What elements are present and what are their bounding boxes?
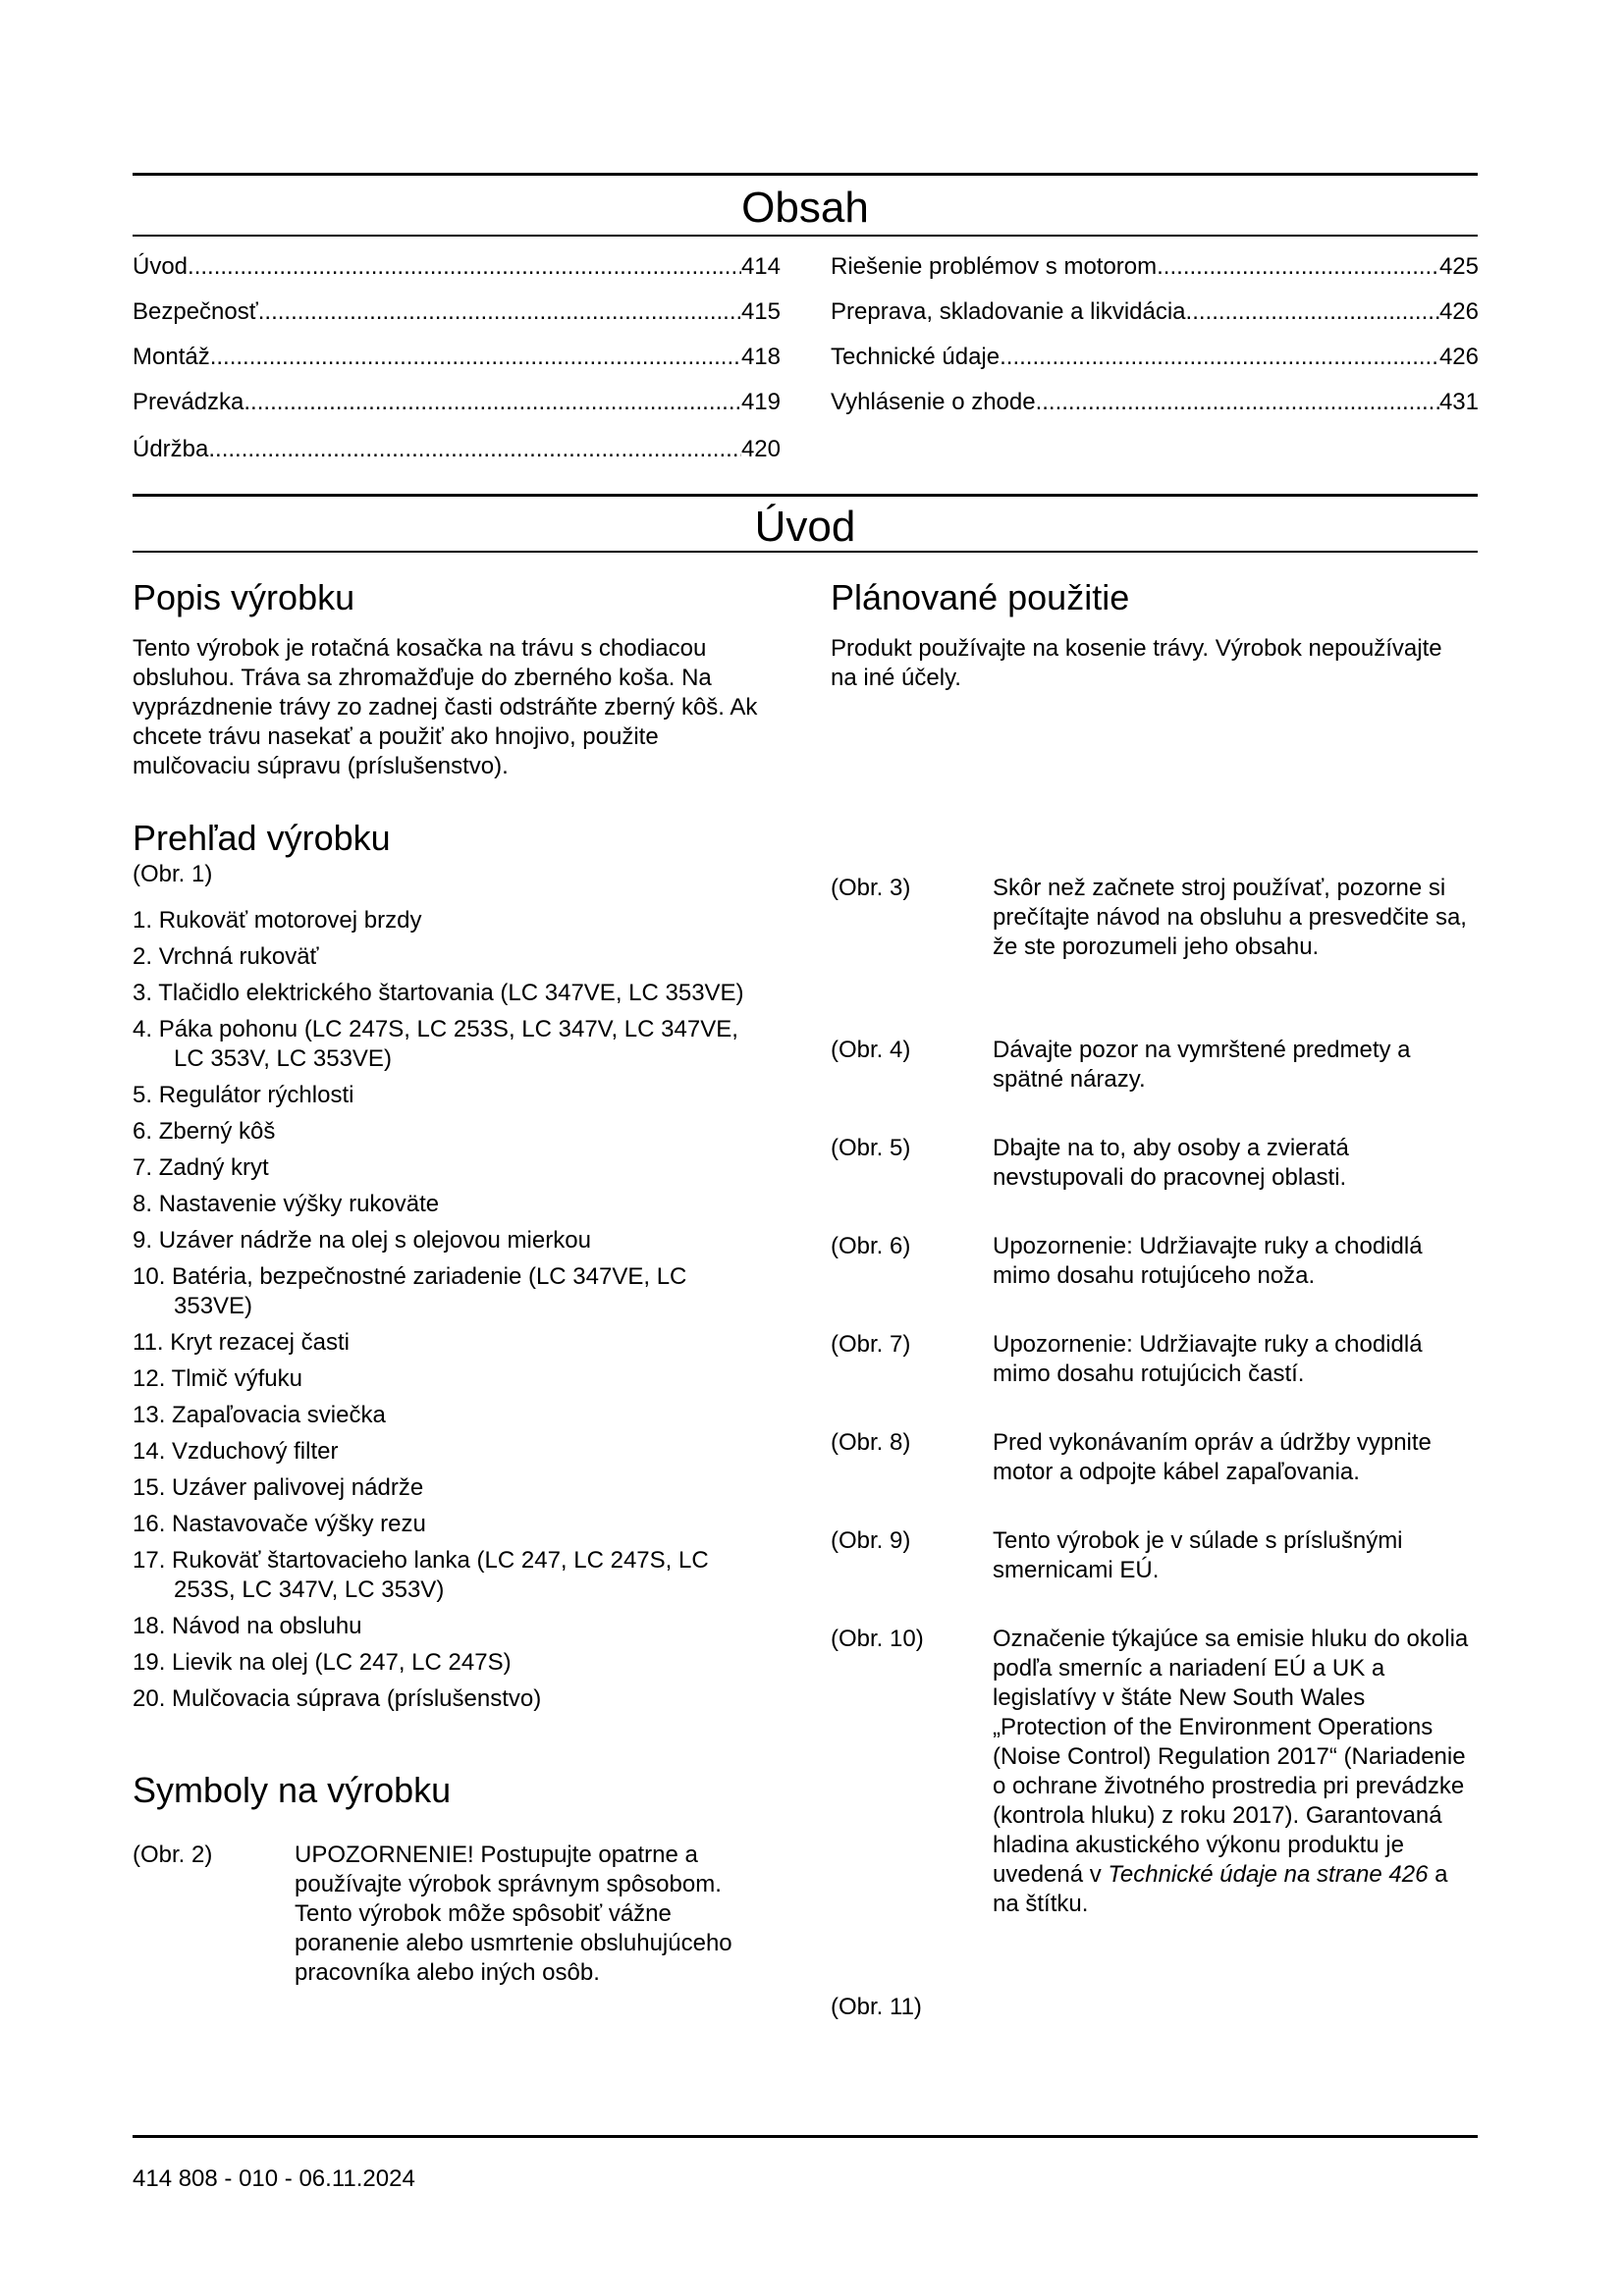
list-item: 3. Tlačidlo elektrického štartovania (LC 347VE, LC 353VE) (133, 980, 744, 1006)
popis-heading: Popis výrobku (133, 577, 355, 617)
symboly-heading: Symboly na výrobku (133, 1770, 452, 1810)
toc-entry[interactable]: Riešenie problémov s motorom ..... 425 (831, 252, 1479, 282)
pouzitie-text: Produkt používajte na kosenie trávy. Výrobok nepoužívajte na iné účely. (831, 635, 1442, 691)
figure-ref: (Obr. 2) (133, 1842, 213, 1868)
toc-title: Obsah (741, 184, 869, 232)
list-item: 12. Tlmič výfuku (133, 1365, 302, 1392)
symbol-description: Tento výrobok je v súlade s príslušnými smernicami EÚ. (993, 1527, 1403, 1583)
list-item: 6. Zberný kôš (133, 1118, 276, 1145)
toc-entry[interactable]: Bezpečnosť ..... 415 (133, 297, 781, 327)
list-item: 13. Zapaľovacia sviečka (133, 1402, 386, 1428)
figure-ref: (Obr. 5) (831, 1135, 911, 1161)
symbol-description: Upozornenie: Udržiavajte ruky a chodidlá mimo dosahu rotujúcich častí. (993, 1331, 1423, 1387)
symbol-description: Dávajte pozor na vymrštené predmety a spätné nárazy. (993, 1037, 1411, 1093)
symbol-description: UPOZORNENIE! Postupujte opatrne a používajte výrobok správnym spôsobom. Tento výrobok môže spôsobiť vážne poranenie alebo usmrtenie obsluhujúceho pracovníka alebo iných osôb. (295, 1842, 732, 1986)
symbol-description: Skôr než začnete stroj používať, pozorne si prečítajte návod na obsluhu a presvedčite sa, že ste porozumeli jeho obsahu. (993, 875, 1467, 960)
prehlad-figure-ref: (Obr. 1) (133, 861, 213, 887)
figure-ref: (Obr. 6) (831, 1233, 911, 1259)
figure-ref: (Obr. 10) (831, 1626, 924, 1652)
symbol-description: Pred vykonávaním opráv a údržby vypnite motor a odpojte kábel zapaľovania. (993, 1429, 1432, 1485)
list-item: 18. Návod na obsluhu (133, 1613, 362, 1639)
symbol-description: Upozornenie: Udržiavajte ruky a chodidlá mimo dosahu rotujúceho noža. (993, 1233, 1423, 1289)
list-item: 10. Batéria, bezpečnostné zariadenie (LC 347VE, LC 353VE) (133, 1263, 687, 1319)
document-id: 414 808 - 010 - 06.11.2024 (133, 2165, 415, 2192)
symbol-description: Označenie týkajúce sa emisie hluku do okolia podľa smerníc a nariadení EÚ a UK a legislatívy v štáte New South Wales „Protection of the Environment Operations (Noise Control) Regulation 2017“ (Nariadenie o ochrane životného prostredia pri prevádzke (kontrola hluku) z roku 2017). Garantovaná hladina akustického výkonu produktu je uvedená v Technické údaje na strane 426 a na štítku. (993, 1626, 1469, 1917)
figure-ref: (Obr. 4) (831, 1037, 911, 1063)
list-item: 9. Uzáver nádrže na olej s olejovou mierkou (133, 1227, 591, 1254)
figure-ref: (Obr. 9) (831, 1527, 911, 1554)
list-item: 15. Uzáver palivovej nádrže (133, 1474, 424, 1501)
toc-entry[interactable]: Montáž ..... 418 (133, 343, 781, 372)
list-item: 19. Lievik na olej (LC 247, LC 247S) (133, 1649, 512, 1676)
list-item: 1. Rukoväť motorovej brzdy (133, 907, 422, 934)
toc-entry[interactable]: Preprava, skladovanie a likvidácia ..... 426 (831, 297, 1479, 327)
section-title: Úvod (754, 503, 856, 551)
list-item: 8. Nastavenie výšky rukoväte (133, 1191, 440, 1217)
top-rule (133, 173, 1478, 176)
product-parts-list (133, 906, 761, 1721)
pouzitie-heading: Plánované použitie (831, 577, 1130, 617)
toc-entry[interactable]: Technické údaje ..... 426 (831, 343, 1479, 372)
list-item: 11. Kryt rezacej časti (133, 1329, 350, 1356)
list-item: 4. Páka pohonu (LC 247S, LC 253S, LC 347V, LC 347VE, LC 353V, LC 353VE) (133, 1016, 738, 1072)
toc-entry[interactable]: Údržba ..... 420 (133, 435, 781, 464)
figure-ref: (Obr. 7) (831, 1331, 911, 1358)
toc-entry[interactable]: Vyhlásenie o zhode ..... 431 (831, 388, 1479, 417)
list-item: 16. Nastavovače výšky rezu (133, 1511, 426, 1537)
figure-ref: (Obr. 11) (831, 1994, 922, 2020)
section-title-rule (133, 551, 1478, 553)
section-top-rule (133, 494, 1478, 497)
list-item: 17. Rukoväť štartovacieho lanka (LC 247, LC 247S, LC 253S, LC 347V, LC 353V) (133, 1547, 709, 1603)
prehlad-heading: Prehľad výrobku (133, 818, 391, 858)
cross-reference-link[interactable]: Technické údaje na strane 426 (1108, 1861, 1429, 1888)
figure-ref: (Obr. 3) (831, 875, 911, 901)
popis-text: Tento výrobok je rotačná kosačka na trávu s chodiacou obsluhou. Tráva sa zhromažďuje do zberného koša. Na vyprázdnenie trávy zo zadnej časti odstráňte zberný kôš. Ak chcete trávu nasekať a použiť ako hnojivo, použite mulčovaciu súpravu (príslušenstvo). (133, 635, 758, 779)
list-item: 2. Vrchná rukoväť (133, 943, 319, 970)
list-item: 7. Zadný kryt (133, 1154, 269, 1181)
symbol-description: Dbajte na to, aby osoby a zvieratá nevstupovali do pracovnej oblasti. (993, 1135, 1349, 1191)
toc-title-rule (133, 235, 1478, 237)
footer-rule (133, 2135, 1478, 2138)
toc-entry[interactable]: Prevádzka ..... 419 (133, 388, 781, 417)
list-item: 14. Vzduchový filter (133, 1438, 339, 1465)
list-item: 20. Mulčovacia súprava (príslušenstvo) (133, 1685, 542, 1712)
figure-ref: (Obr. 8) (831, 1429, 911, 1456)
list-item: 5. Regulátor rýchlosti (133, 1082, 354, 1108)
toc-entry[interactable]: Úvod ..... 414 (133, 252, 781, 282)
